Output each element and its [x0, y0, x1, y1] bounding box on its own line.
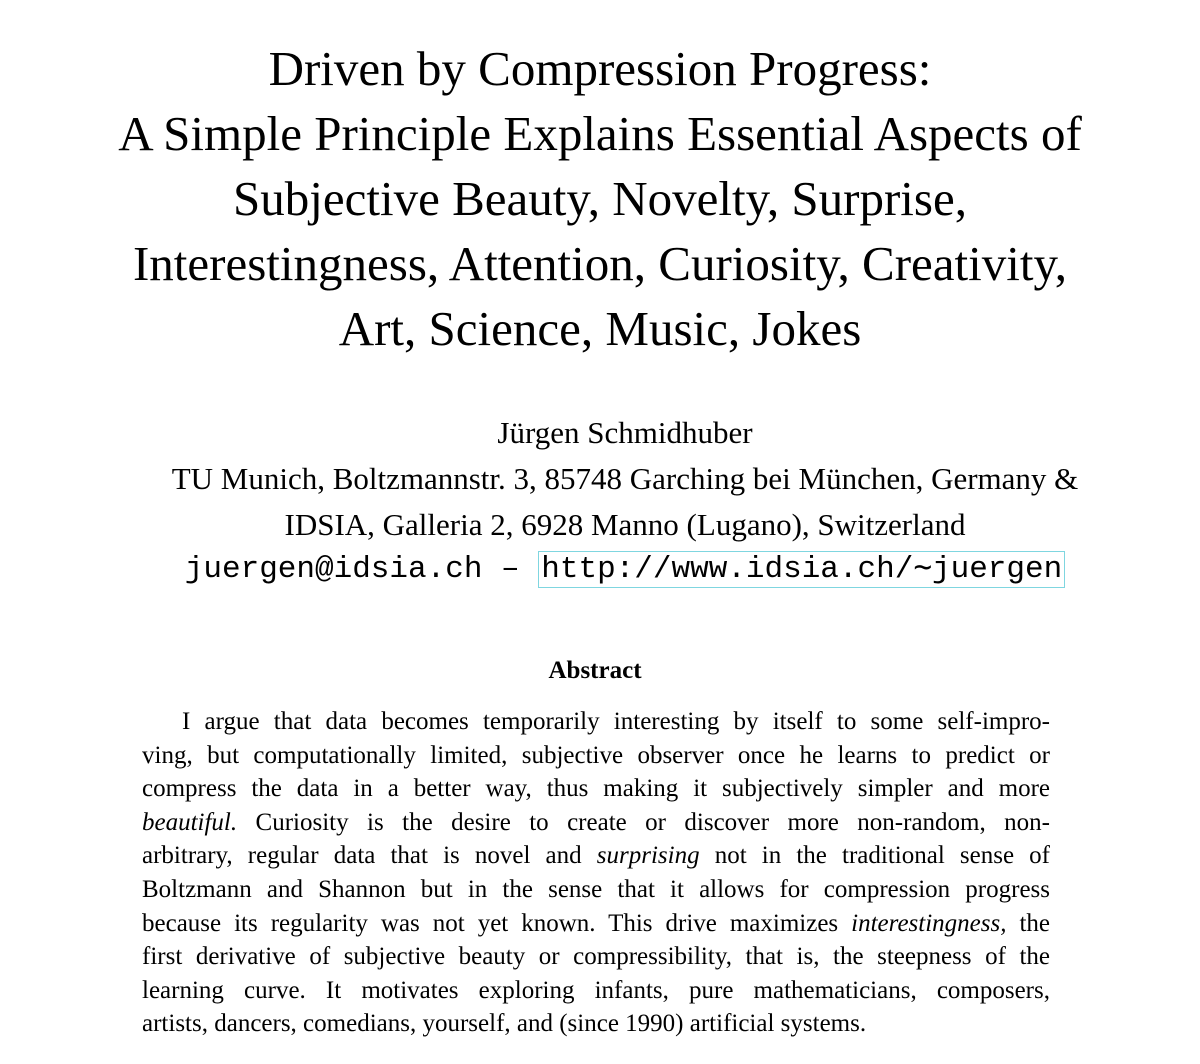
abstract-line: compress the data in a better way, thus making it subjectively simpler and more [142, 775, 1050, 803]
abstract-line: Boltzmann and Shannon but in the sense that it allows for compression progress [142, 875, 1050, 903]
contact-line [0, 548, 1200, 592]
author-email[interactable]: juergen@idsia.ch [184, 552, 483, 587]
affiliation-line-1: TU Munich, Boltzmannstr. 3, 85748 Garching bei München, Germany & [171, 461, 1079, 496]
author-name: Jürgen Schmidhuber [497, 415, 753, 450]
abstract-heading: Abstract [548, 657, 642, 684]
title-line-2: A Simple Principle Explains Essential Aspects of [118, 106, 1082, 161]
abstract-line: first derivative of subjective beauty or compressibility, that is, the steepness of the [142, 943, 1050, 971]
paper-title [0, 36, 1200, 361]
emphasis-interestingness: interestingness, [851, 909, 1007, 937]
author-block [0, 410, 1200, 592]
affiliation-line-2: IDSIA, Galleria 2, 6928 Manno (Lugano), Switzerland [284, 507, 966, 542]
abstract-text: not in the traditional sense of [699, 842, 1050, 870]
abstract-line: learning curve. It motivates exploring infants, pure mathematicians, composers, [142, 976, 1050, 1004]
abstract-text: arbitrary, regular data that is novel and [142, 842, 597, 870]
emphasis-beautiful: beautiful. [142, 808, 238, 836]
contact-separator: – [501, 552, 520, 587]
abstract-line [142, 907, 1050, 941]
abstract-text: because its regularity was not yet known. This drive maximizes [142, 909, 852, 937]
abstract-line: artists, dancers, comedians, yourself, and (since 1990) artificial systems. [142, 1010, 867, 1038]
abstract-text: the [1006, 909, 1051, 937]
abstract-body [142, 705, 1050, 1041]
emphasis-surprising: surprising [596, 842, 700, 870]
abstract-line: I argue that data becomes temporarily interesting by itself to some self-impro- [182, 708, 1050, 735]
title-line-3: Subjective Beauty, Novelty, Surprise, [233, 171, 967, 226]
title-line-4: Interestingness, Attention, Curiosity, Creativity, [132, 236, 1068, 291]
title-line-5: Art, Science, Music, Jokes [338, 301, 862, 356]
homepage-link[interactable]: http://www.idsia.ch/∼juergen [538, 551, 1065, 588]
abstract-line [142, 806, 1050, 840]
title-line-1: Driven by Compression Progress: [268, 41, 932, 96]
abstract-line: ving, but computationally limited, subjective observer once he learns to predict or [142, 741, 1050, 769]
abstract-text: Curiosity is the desire to create or discover more non-random, non- [237, 808, 1050, 836]
abstract-line [142, 839, 1050, 873]
